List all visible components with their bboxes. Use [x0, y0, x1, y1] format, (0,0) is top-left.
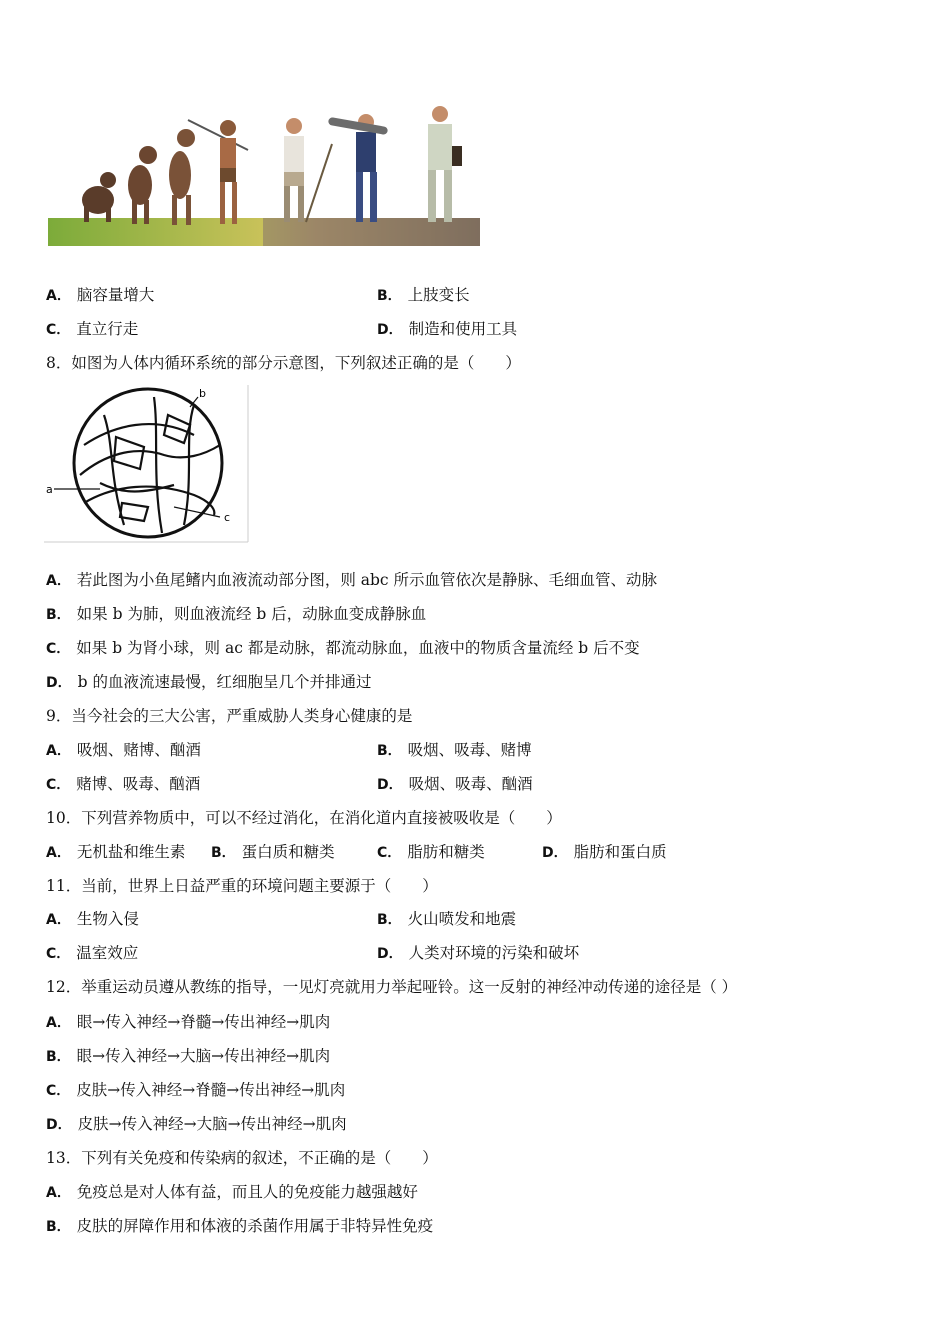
- q12-option-d[interactable]: D． 皮肤→传入神经→大脑→传出神经→肌肉: [46, 1115, 347, 1133]
- early-human-figure-4: [220, 120, 237, 224]
- q12-option-b[interactable]: B． 眼→传入神经→大脑→传出神经→肌肉: [46, 1047, 331, 1065]
- farmer-figure-5: [284, 118, 332, 222]
- q8-option-c[interactable]: C． 如果 b 为肾小球，则 ac 都是动脉，都流动脉血，血液中的物质含量流经 b 后不变: [46, 639, 640, 657]
- q10-option-b[interactable]: B． 蛋白质和糖类: [211, 843, 335, 861]
- q9-option-b[interactable]: B． 吸烟、吸毒、赌博: [377, 741, 532, 759]
- q9-option-c[interactable]: C． 赌博、吸毒、酗酒: [46, 775, 201, 793]
- q11-option-a[interactable]: A． 生物入侵: [46, 910, 139, 928]
- q12-option-a[interactable]: A． 眼→传入神经→脊髓→传出神经→肌肉: [46, 1013, 331, 1031]
- q7-option-row-ab: [46, 285, 470, 306]
- q12-option-c[interactable]: C． 皮肤→传入神经→脊髓→传出神经→肌肉: [46, 1081, 346, 1099]
- worker-figure-6: [328, 114, 388, 222]
- q9-option-d[interactable]: D． 吸烟、吸毒、酗酒: [377, 775, 533, 793]
- q7-option-c[interactable]: C． 直立行走: [46, 320, 139, 338]
- q11-stem: 11．当前，世界上日益严重的环境问题主要源于（ ）: [46, 877, 438, 895]
- q8-option-d[interactable]: D． b 的血液流速最慢，红细胞呈几个并排通过: [46, 673, 372, 691]
- q8-option-a[interactable]: A． 若此图为小鱼尾鳍内血液流动部分图，则 abc 所示血管依次是静脉、毛细血管、动脉: [46, 571, 658, 589]
- q9-stem: 9．当今社会的三大公害，严重威胁人类身心健康的是: [46, 707, 413, 725]
- q10-option-d[interactable]: D． 脂肪和蛋白质: [542, 843, 667, 861]
- q13-option-a[interactable]: A． 免疫总是对人体有益，而且人的免疫能力越强越好: [46, 1183, 418, 1201]
- q7-option-b[interactable]: B． 上肢变长: [377, 286, 470, 304]
- q9-option-a[interactable]: A． 吸烟、赌博、酗酒: [46, 741, 201, 759]
- label-a: a: [46, 483, 53, 496]
- label-b: b: [199, 387, 206, 400]
- q13-option-b[interactable]: B． 皮肤的屏障作用和体液的杀菌作用属于非特异性免疫: [46, 1217, 434, 1235]
- q10-option-c[interactable]: C． 脂肪和糖类: [377, 843, 485, 861]
- q10-stem: 10．下列营养物质中，可以不经过消化，在消化道内直接被吸收是（ ）: [46, 809, 562, 827]
- modern-man-figure-7: [428, 106, 462, 222]
- q10-option-a[interactable]: A． 无机盐和维生素: [46, 843, 186, 861]
- q7-option-a[interactable]: A． 脑容量增大: [46, 286, 155, 304]
- label-c: c: [224, 511, 231, 524]
- q11-option-c[interactable]: C． 温室效应: [46, 944, 139, 962]
- human-evolution-illustration: [48, 100, 480, 248]
- q9-option-row-cd: [46, 774, 533, 795]
- q11-option-row-cd: [46, 943, 580, 964]
- blood-vessel-diagram: [44, 385, 250, 543]
- ape-figure-1: [82, 172, 116, 222]
- ape-figure-2: [128, 146, 157, 224]
- q8-option-b[interactable]: B． 如果 b 为肺，则血液流经 b 后，动脉血变成静脉血: [46, 605, 427, 623]
- q7-option-row-cd: [46, 319, 518, 340]
- q8-stem: 8．如图为人体内循环系统的部分示意图，下列叙述正确的是（ ）: [46, 354, 521, 372]
- q11-option-b[interactable]: B． 火山喷发和地震: [377, 910, 517, 928]
- q11-option-row-ab: [46, 909, 517, 930]
- q9-option-row-ab: [46, 740, 532, 761]
- q12-stem: 12．举重运动员遵从教练的指导，一见灯亮就用力举起哑铃。这一反射的神经冲动传递的途径是（ ）: [46, 978, 738, 996]
- q11-option-d[interactable]: D． 人类对环境的污染和破坏: [377, 944, 580, 962]
- q13-stem: 13．下列有关免疫和传染病的叙述，不正确的是（ ）: [46, 1149, 438, 1167]
- q7-option-d[interactable]: D． 制造和使用工具: [377, 320, 518, 338]
